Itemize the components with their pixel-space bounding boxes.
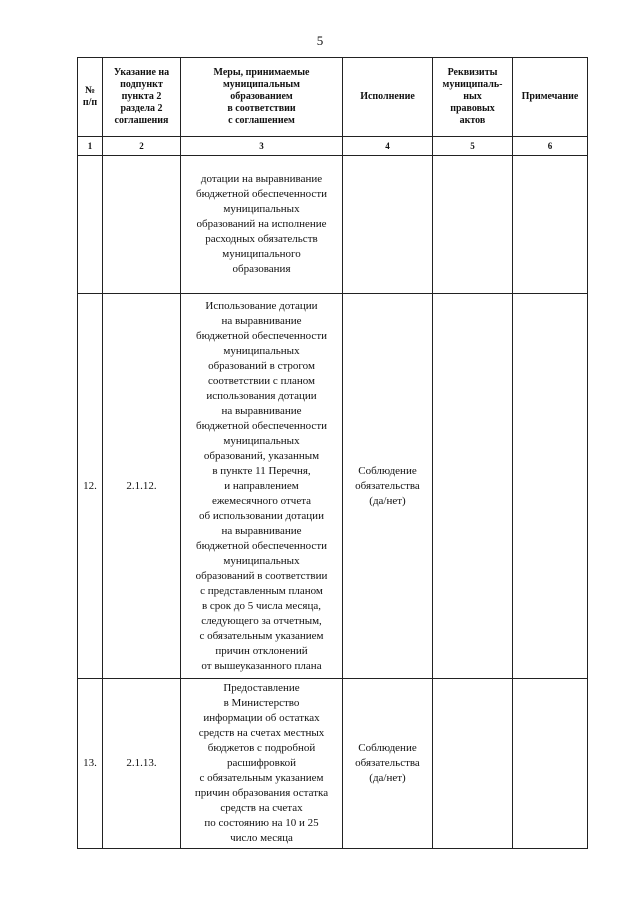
- header-legal-acts: Реквизиты муниципаль- ных правовых актов: [433, 58, 513, 137]
- row-measure: Предоставление в Министерство информации об остатках средств на счетах местных бюджетов с подробной расшифровкой с обязательным указанием причин образования остатка средств на счетах по состоянию на 10 и 25 число месяца: [181, 679, 343, 849]
- table-row: [78, 156, 588, 294]
- page-number: 5: [316, 33, 324, 48]
- header-measures: Меры, принимаемые муниципальным образованием в соответствии с соглашением: [181, 58, 343, 137]
- column-number: 1: [78, 137, 103, 156]
- table-row: [78, 679, 588, 849]
- column-number: 5: [433, 137, 513, 156]
- row-measure: дотации на выравнивание бюджетной обеспеченности муниципальных образований на исполнение расходных обязательств муниципального образования: [181, 156, 343, 294]
- header-row: [78, 58, 588, 137]
- row-note: [513, 679, 588, 849]
- column-number: 2: [103, 137, 181, 156]
- row-clause: 2.1.12.: [103, 294, 181, 679]
- row-execution: [343, 156, 433, 294]
- row-note: [513, 156, 588, 294]
- row-measure: Использование дотации на выравнивание бюджетной обеспеченности муниципальных образований в строгом соответствии с планом использования дотации на выравнивание бюджетной обеспеченности муниципальных образований, указанным в пункте 11 Перечня, и направлением ежемесячного отчета об использовании дотации на выравнивание бюджетной обеспеченности муниципальных образований в соответствии с представленным планом в срок до 5 числа месяца, следующего за отчетным, с обязательным указанием причин отклонений от вышеуказанного плана: [181, 294, 343, 679]
- header-num: № п/п: [78, 58, 103, 137]
- header-note: Примечание: [513, 58, 588, 137]
- header-execution: Исполнение: [343, 58, 433, 137]
- measures-table: [77, 57, 588, 849]
- row-legal-acts: [433, 679, 513, 849]
- row-num: 12.: [78, 294, 103, 679]
- row-clause: [103, 156, 181, 294]
- header-clause: Указание на подпункт пункта 2 раздела 2 соглашения: [103, 58, 181, 137]
- column-number: 4: [343, 137, 433, 156]
- row-execution: Соблюдение обязательства (да/нет): [343, 294, 433, 679]
- column-number-row: [78, 137, 588, 156]
- row-note: [513, 294, 588, 679]
- row-legal-acts: [433, 156, 513, 294]
- row-execution: Соблюдение обязательства (да/нет): [343, 679, 433, 849]
- column-number: 3: [181, 137, 343, 156]
- row-num: 13.: [78, 679, 103, 849]
- row-clause: 2.1.13.: [103, 679, 181, 849]
- row-legal-acts: [433, 294, 513, 679]
- table-row: [78, 294, 588, 679]
- column-number: 6: [513, 137, 588, 156]
- row-num: [78, 156, 103, 294]
